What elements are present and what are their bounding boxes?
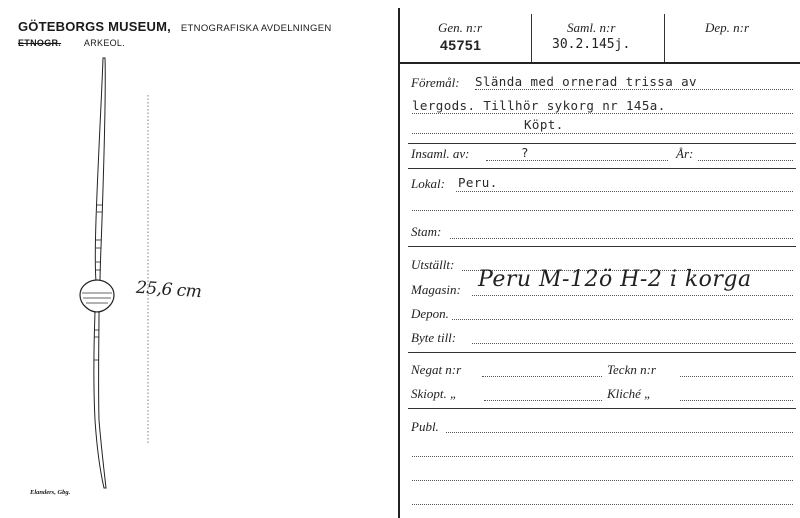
lokal-dots-2	[412, 210, 793, 211]
rule-byte-bottom	[408, 352, 796, 353]
dep-label: Dep. n:r	[705, 20, 750, 35]
skiopt-dots	[484, 400, 602, 401]
ar-dots	[698, 160, 793, 161]
utstallt-label: Utställt:	[411, 257, 455, 272]
foremal-dots-3	[412, 133, 793, 134]
insaml-label: Insaml. av:	[411, 146, 470, 161]
depon-label: Depon.	[411, 306, 449, 321]
gen-value: 45751	[440, 37, 482, 53]
section-etnogr-struck: ETNOGR.	[18, 38, 62, 48]
teckn-dots	[680, 376, 793, 377]
lokal-value: Peru.	[458, 175, 498, 190]
foremal-dots-2	[412, 113, 793, 114]
publ-dots-2	[412, 456, 793, 457]
saml-value: 30.2.145j.	[552, 37, 631, 52]
publ-dots-3	[412, 480, 793, 481]
department-name: ETNOGRAFISKA AVDELNINGEN	[180, 23, 332, 34]
printer-mark: Elanders, Gbg.	[30, 489, 71, 496]
lokal-label: Lokal:	[411, 176, 445, 191]
magasin-dots	[472, 295, 793, 296]
rule-lokal-top	[408, 168, 796, 169]
rule-stam-bottom	[408, 246, 796, 247]
stam-dots	[450, 238, 793, 239]
ar-label: År:	[676, 146, 694, 161]
spindle-whorl	[80, 280, 114, 312]
museum-name: GÖTEBORGS MUSEUM,	[18, 19, 171, 34]
foremal-line-2: lergods. Tillhör sykorg nr 145a.	[412, 98, 666, 113]
publ-dots-4	[412, 504, 793, 505]
foremal-dots-1	[475, 89, 793, 90]
teckn-label: Teckn n:r	[607, 362, 656, 377]
foremal-line-3: Köpt.	[524, 117, 564, 132]
rule-insaml-top	[408, 143, 796, 144]
stam-label: Stam:	[411, 224, 442, 239]
skiopt-label: Skiopt. „	[411, 386, 458, 401]
publ-label: Publ.	[411, 419, 439, 434]
header-divider-2	[664, 14, 665, 62]
negat-label: Negat n:r	[411, 362, 462, 377]
negat-dots	[482, 376, 602, 377]
header-rule	[400, 62, 800, 64]
magasin-value: Peru M-12ö H-2 i korga	[478, 267, 752, 292]
length-measurement: 25,6 cm	[135, 277, 203, 303]
kliche-dots	[680, 400, 793, 401]
byte-dots	[472, 343, 793, 344]
saml-label: Saml. n:r	[567, 20, 616, 35]
gen-label: Gen. n:r	[438, 20, 483, 35]
depon-dots	[452, 319, 793, 320]
section-arkeol: ARKEOL.	[83, 38, 126, 48]
spindle-drawing	[0, 0, 398, 518]
magasin-label: Magasin:	[411, 282, 461, 297]
rule-kliche-bottom	[408, 408, 796, 409]
panel-divider	[398, 8, 400, 518]
spindle-lower-shaft	[94, 312, 106, 488]
image-panel	[0, 0, 398, 518]
header-divider-1	[531, 14, 532, 62]
insaml-value: ?	[521, 145, 529, 160]
insaml-dots	[486, 160, 668, 161]
kliche-label: Kliché „	[607, 386, 652, 401]
foremal-label: Föremål:	[411, 75, 460, 90]
byte-label: Byte till:	[411, 330, 457, 345]
lokal-dots	[456, 191, 793, 192]
publ-dots-1	[446, 432, 793, 433]
foremal-line-1: Slända med ornerad trissa av	[475, 74, 697, 89]
